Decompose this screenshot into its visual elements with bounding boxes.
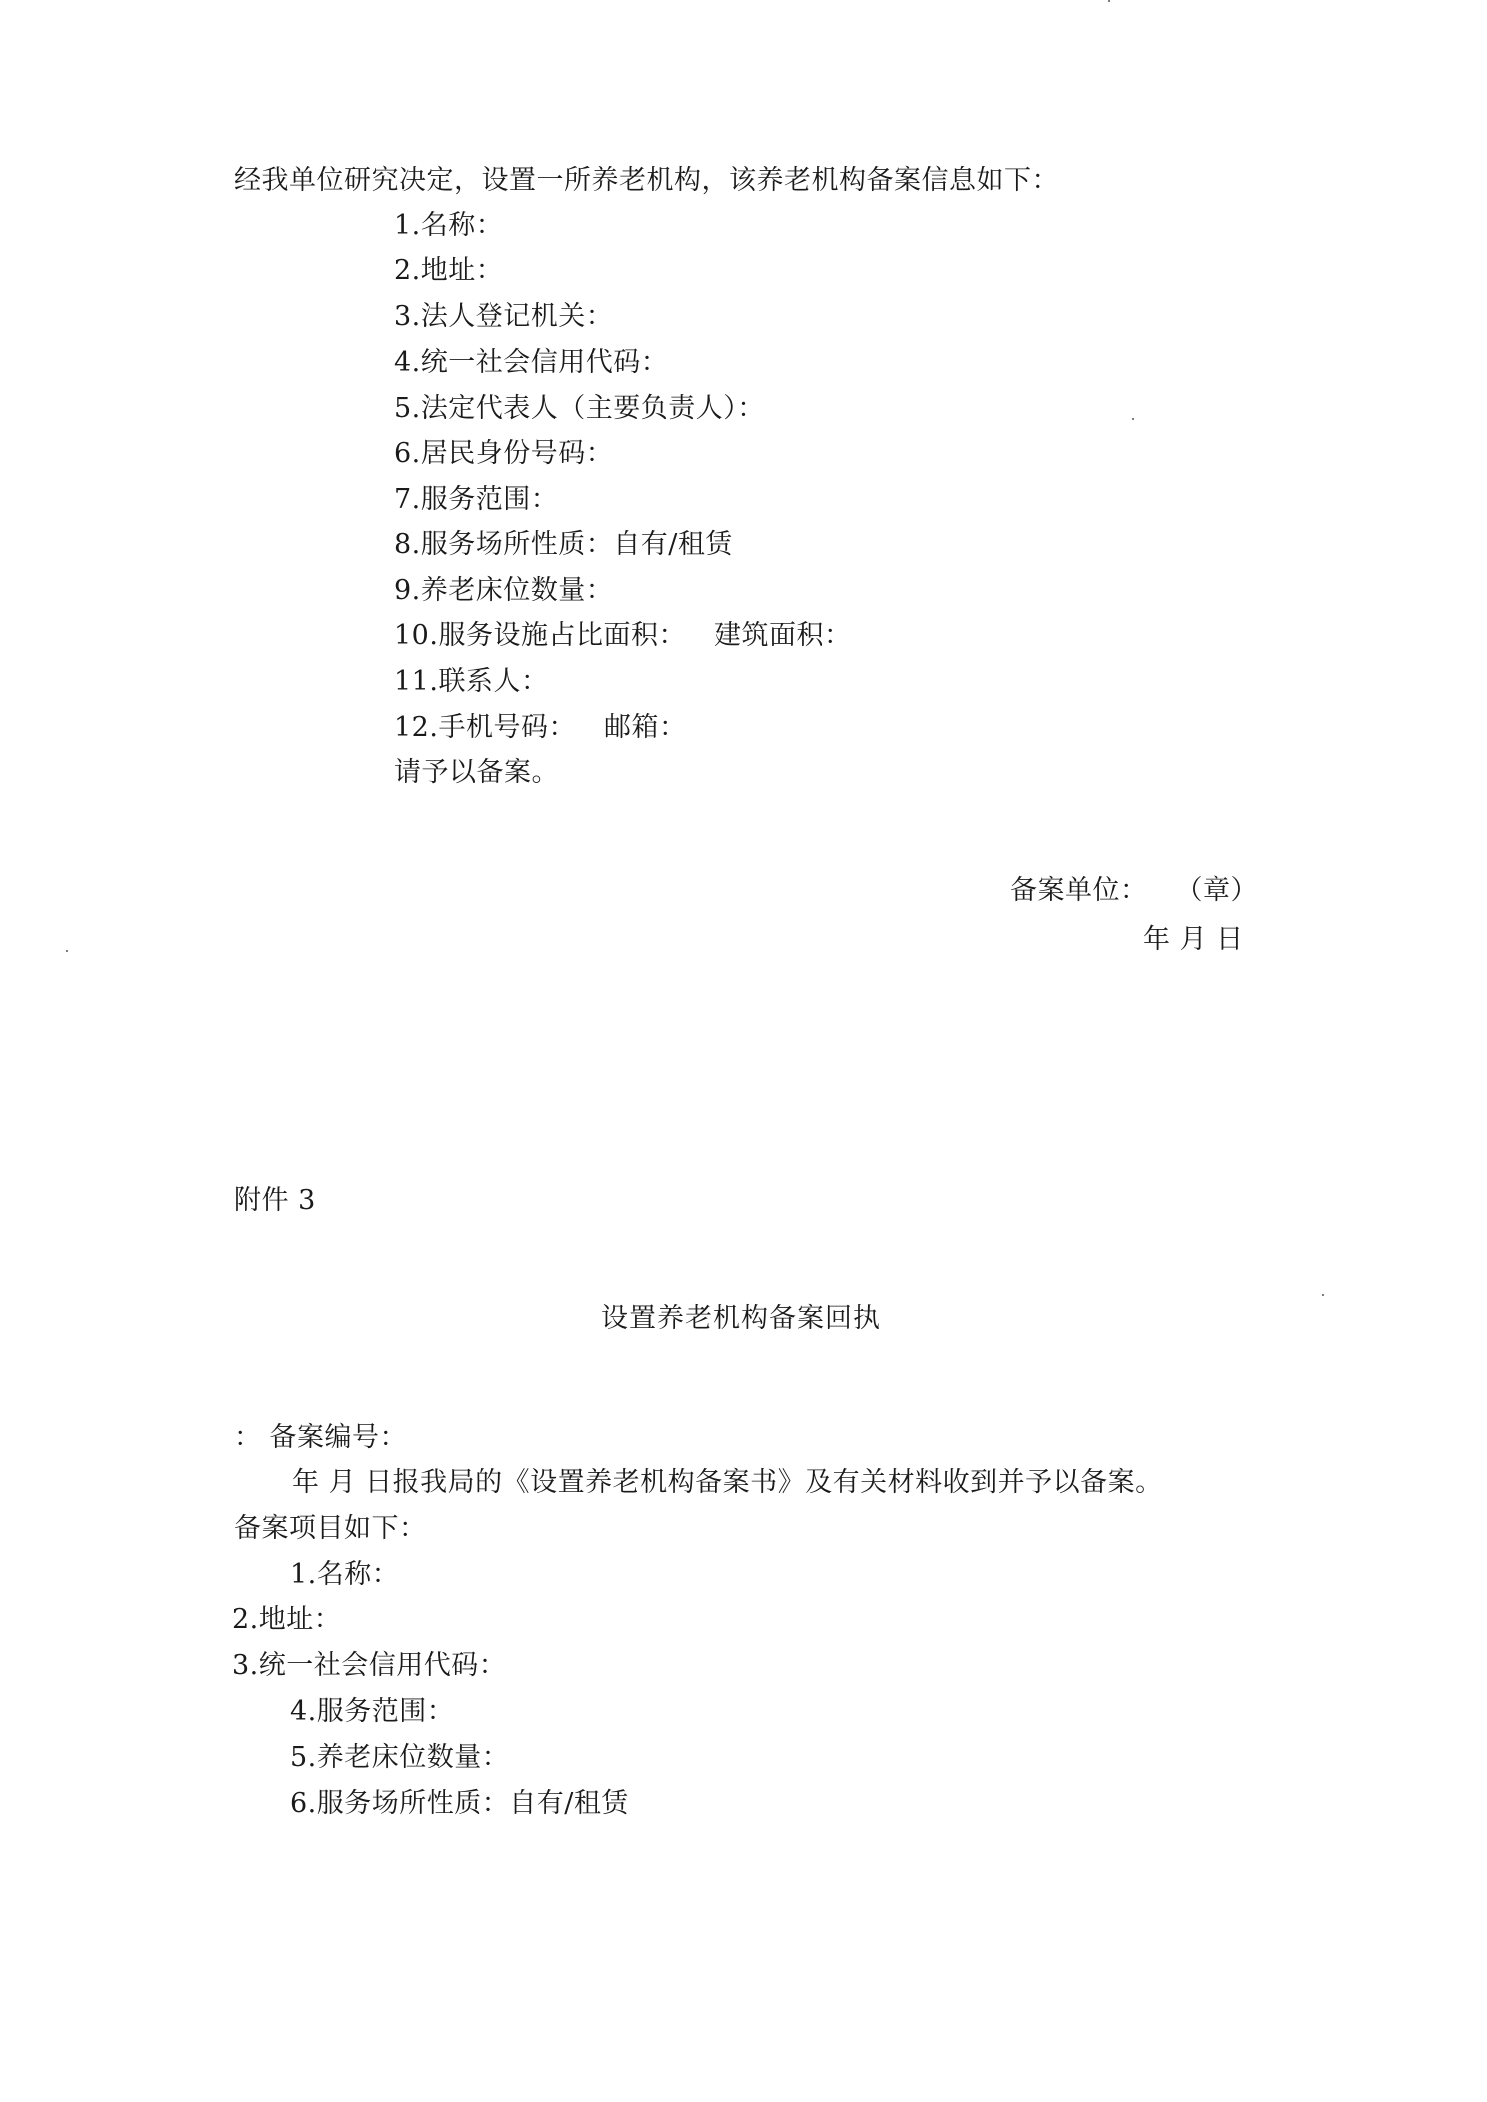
- letter-item-bed-count: 9.养老床位数量：: [394, 575, 614, 606]
- letter-item-address: 2.地址：: [394, 255, 504, 286]
- letter-item-legal-representative: 5.法定代表人（主要负责人）：: [394, 393, 765, 424]
- letter-item-registration-authority: 3.法人登记机关：: [394, 301, 614, 332]
- letter-item-premises-nature: 8.服务场所性质：自有/租赁: [394, 529, 733, 560]
- scan-speck: [1108, 0, 1110, 2]
- letter-item-email-label: 邮箱：: [603, 712, 687, 743]
- letter-item-facility-area-label: 10.服务设施占比面积：: [394, 620, 686, 651]
- letter-item-facility-area: [394, 620, 851, 652]
- letter-item-credit-code: 4.统一社会信用代码：: [394, 347, 669, 378]
- receipt-item-premises-nature: 6.服务场所性质：自有/租赁: [290, 1788, 629, 1819]
- letter-item-phone: [394, 712, 686, 744]
- letter-item-service-scope: 7.服务范围：: [394, 484, 559, 515]
- letter-item-phone-label: 12.手机号码：: [394, 712, 576, 743]
- attachment-label: 附件 3: [234, 1185, 316, 1216]
- scan-speck: [66, 950, 68, 952]
- letter-request: 请予以备案。: [394, 757, 559, 788]
- seal-placeholder: （章）: [1175, 875, 1258, 906]
- attachment-title: 设置养老机构备案回执: [601, 1303, 881, 1334]
- letter-date: 年 月 日: [1143, 924, 1244, 955]
- receipt-recipient-line: [234, 1422, 407, 1454]
- letter-item-id-number: 6.居民身份号码：: [394, 438, 614, 469]
- receipt-body-line: 年 月 日报我局的《设置养老机构备案书》及有关材料收到并予以备案。: [292, 1467, 1163, 1498]
- letter-item-name: 1.名称：: [394, 210, 504, 241]
- filing-number-label: 备案编号：: [269, 1422, 407, 1453]
- letter-intro: 经我单位研究决定，设置一所养老机构，该养老机构备案信息如下：: [234, 165, 1059, 196]
- letter-item-contact-person: 11.联系人：: [394, 666, 549, 697]
- letter-item-building-area-label: 建筑面积：: [713, 620, 852, 651]
- letter-filing-unit: [1010, 875, 1258, 907]
- receipt-item-service-scope: 4.服务范围：: [290, 1696, 455, 1727]
- receipt-item-address: 2.地址：: [232, 1604, 342, 1635]
- receipt-items-heading: 备案项目如下：: [234, 1513, 427, 1544]
- scan-speck: [1132, 418, 1134, 420]
- filing-unit-label: 备案单位：: [1010, 875, 1148, 906]
- receipt-item-credit-code: 3.统一社会信用代码：: [232, 1650, 507, 1681]
- receipt-item-bed-count: 5.养老床位数量：: [290, 1742, 510, 1773]
- receipt-item-name: 1.名称：: [290, 1559, 400, 1590]
- scan-speck: [1322, 1294, 1324, 1296]
- recipient-colon: ：: [234, 1422, 262, 1453]
